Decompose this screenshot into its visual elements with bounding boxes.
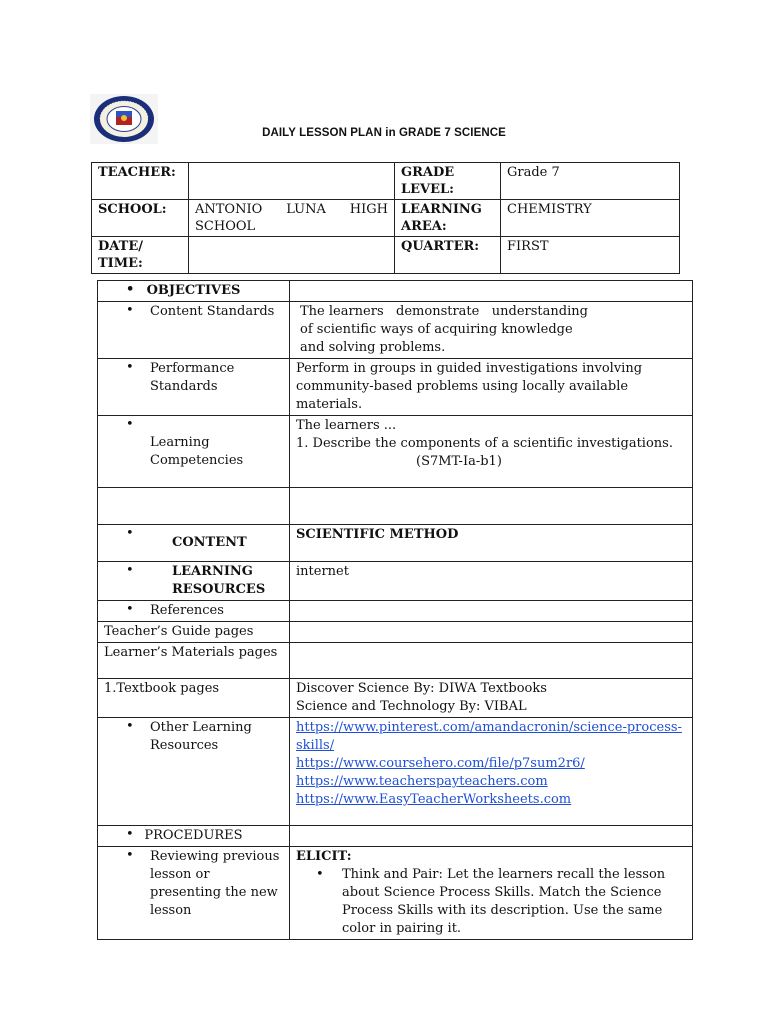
learning-competencies-intro: The learners ...	[296, 418, 397, 433]
resource-link-coursehero[interactable]: https://www.coursehero.com/file/p7sum2r6/	[296, 756, 585, 771]
grade-level-value: Grade 7	[501, 163, 680, 200]
learning-competencies-code: (S7MT-Ia-b1)	[416, 454, 502, 469]
references-empty-cell	[290, 601, 693, 622]
content-label: • CONTENT	[98, 525, 290, 562]
teachers-guide-empty-cell	[290, 622, 693, 643]
elicit-label: ELICIT:	[296, 849, 352, 864]
quarter-label: QUARTER:	[395, 237, 501, 274]
content-standards-line: and solving problems.	[300, 340, 446, 355]
learning-competencies-cell	[290, 416, 693, 488]
header-info-table	[91, 162, 680, 274]
learning-competencies-item	[296, 435, 686, 471]
objectives-heading: • OBJECTIVES	[98, 281, 290, 302]
reviewing-lesson-label: • Reviewing previous lesson or presenting the new lesson	[98, 847, 290, 940]
content-standards-line: of scientific ways of acquiring knowledge	[300, 322, 573, 337]
learners-materials-empty-cell	[290, 643, 693, 679]
learning-resources-label: • LEARNING RESOURCES	[98, 562, 290, 601]
school-value: ANTONIO LUNA HIGH SCHOOL	[189, 200, 395, 237]
content-standards-line: The learners demonstrate understanding	[300, 304, 588, 319]
content-value: SCIENTIFIC METHOD	[290, 525, 693, 562]
learners-materials-label: Learner’s Materials pages	[98, 643, 290, 679]
textbook-line: Discover Science By: DIWA Textbooks	[296, 681, 547, 696]
other-resources-label: • Other Learning Resources	[98, 718, 290, 826]
elicit-cell	[290, 847, 693, 940]
other-resources-cell	[290, 718, 693, 826]
procedures-heading: • PROCEDURES	[98, 826, 290, 847]
teacher-value	[189, 163, 395, 200]
school-label: SCHOOL:	[92, 200, 189, 237]
resource-link-pinterest[interactable]: https://www.pinterest.com/amandacronin/science-process-skills/	[296, 720, 682, 753]
teachers-guide-label: Teacher’s Guide pages	[98, 622, 290, 643]
lesson-plan-table	[97, 280, 693, 940]
textbook-label: 1.Textbook pages	[98, 679, 290, 718]
quarter-value: FIRST	[501, 237, 680, 274]
learning-competencies-label: • Learning Competencies	[98, 416, 290, 488]
learning-resources-value: internet	[290, 562, 693, 601]
teacher-label: TEACHER:	[92, 163, 189, 200]
elicit-text: • Think and Pair: Let the learners recall the lesson about Science Process Skills. Match the Science Process Skills with its description. Use the same color in pairing it.	[296, 866, 686, 938]
grade-level-label: GRADE LEVEL:	[395, 163, 501, 200]
date-time-label: DATE/ TIME:	[92, 237, 189, 274]
performance-standards-text: Perform in groups in guided investigations involving community-based problems using locally available materials.	[290, 359, 693, 416]
procedures-empty-cell	[290, 826, 693, 847]
blank-cell	[98, 488, 290, 525]
textbook-cell	[290, 679, 693, 718]
date-time-value	[189, 237, 395, 274]
textbook-line: Science and Technology By: VIBAL	[296, 699, 527, 714]
content-standards-label: • Content Standards	[98, 302, 290, 359]
references-label: • References	[98, 601, 290, 622]
resource-link-easyteacherworksheets[interactable]: https://www.EasyTeacherWorksheets.com	[296, 792, 572, 807]
performance-standards-label: • Performance Standards	[98, 359, 290, 416]
document-title: DAILY LESSON PLAN in GRADE 7 SCIENCE	[262, 127, 506, 139]
learning-area-label: LEARNING AREA:	[395, 200, 501, 237]
learning-competencies-item-text: 1. Describe the components of a scientific investigations.	[296, 436, 673, 451]
blank-cell	[290, 488, 693, 525]
content-standards-cell	[290, 302, 693, 359]
resource-link-teacherspayteachers[interactable]: https://www.teacherspayteachers.com	[296, 774, 548, 789]
learning-area-value: CHEMISTRY	[501, 200, 680, 237]
objectives-empty-cell	[290, 281, 693, 302]
